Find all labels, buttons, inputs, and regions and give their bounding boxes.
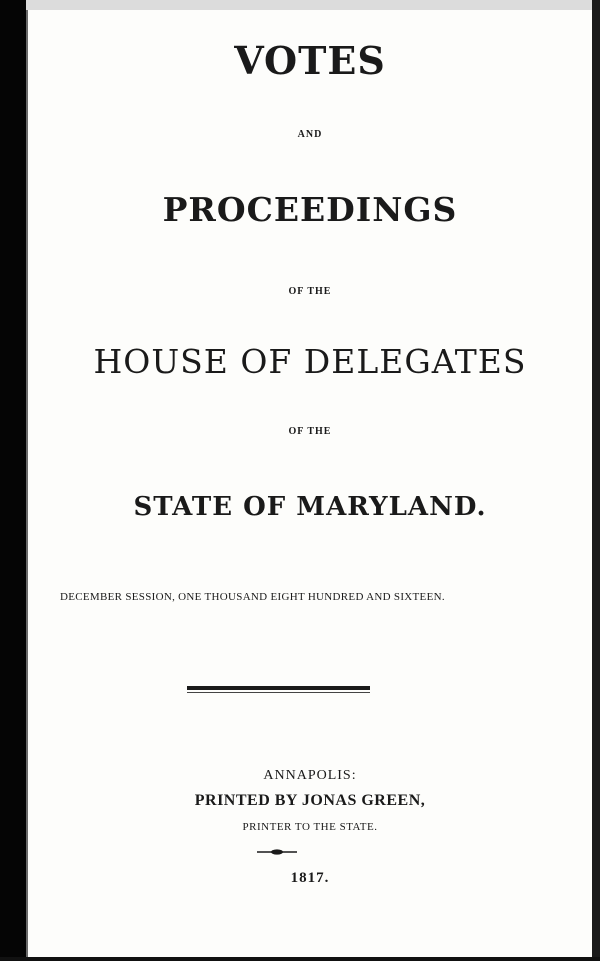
title-page — [28, 10, 592, 957]
scan-left-border — [0, 0, 26, 961]
imprint-role: PRINTER TO THE STATE. — [242, 821, 378, 833]
ornament-dash — [257, 849, 297, 855]
scan-right-border — [592, 0, 600, 961]
connector-of-the-1: OF THE — [288, 286, 332, 297]
connector-and: AND — [297, 129, 323, 140]
connector-of-the-2: OF THE — [288, 426, 332, 437]
title-house-of-delegates: HOUSE OF DELEGATES — [93, 342, 527, 381]
scan-top-border — [26, 0, 600, 10]
double-rule-thick — [187, 686, 370, 690]
imprint-year: 1817. — [290, 870, 330, 886]
title-state-of-maryland: STATE OF MARYLAND. — [133, 492, 487, 522]
imprint-place: ANNAPOLIS: — [263, 768, 357, 783]
session-line: DECEMBER SESSION, ONE THOUSAND EIGHT HUNDRED AND SIXTEEN. — [60, 591, 445, 603]
title-proceedings: PROCEEDINGS — [162, 190, 458, 229]
double-rule-thin — [187, 692, 370, 693]
imprint-printer: PRINTED BY JONAS GREEN, — [194, 792, 426, 809]
title-votes: VOTES — [234, 38, 386, 83]
scan-bottom-border — [0, 957, 600, 961]
